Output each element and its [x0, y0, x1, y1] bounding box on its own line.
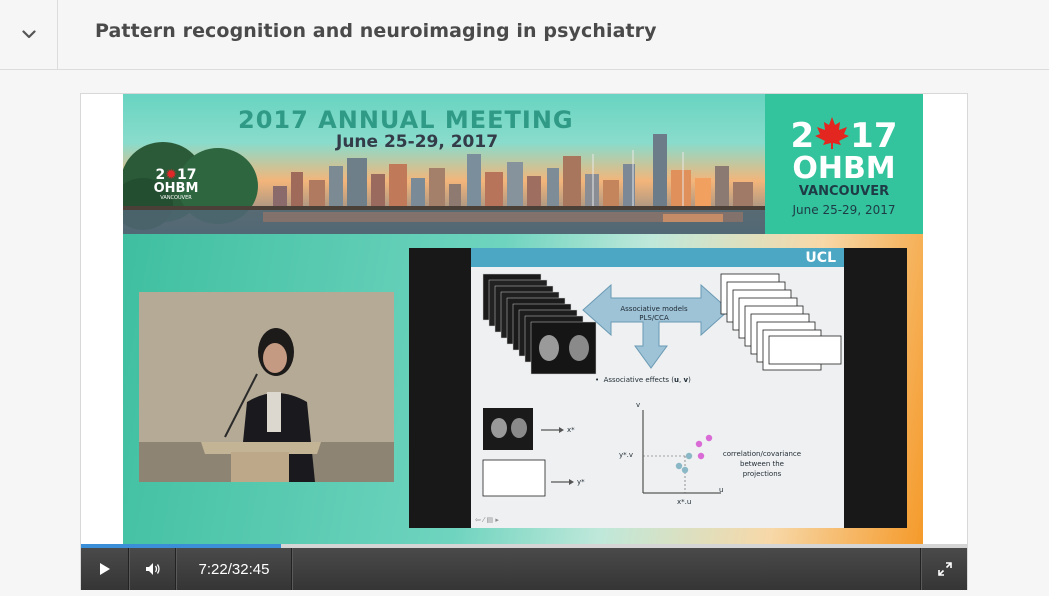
effects-u: u	[674, 376, 680, 384]
y-projection-label: y*	[577, 478, 585, 486]
corr-line3: projections	[742, 470, 782, 478]
meeting-dates: June 25-29, 2017	[336, 132, 499, 152]
small-logo-city: VANCOUVER	[160, 195, 192, 201]
y-axis-tick: y*.v	[619, 451, 634, 459]
ohbm-logo	[765, 116, 923, 218]
arrow-label-line2: PLS/CCA	[639, 314, 669, 322]
effects-v: v	[683, 376, 689, 384]
meeting-title: 2017 ANNUAL MEETING	[238, 106, 574, 134]
effects-text: Associative effects (	[603, 376, 675, 384]
logo-city: VANCOUVER	[798, 184, 890, 199]
effects-close: )	[688, 376, 691, 384]
logo-dates: June 25-29, 2017	[792, 203, 896, 217]
ohbm-logo-panel	[765, 94, 923, 234]
small-logo-org: OHBM	[153, 181, 199, 196]
page-header	[0, 0, 1049, 70]
presentation-slide-frame	[409, 248, 907, 528]
speaker-video	[139, 292, 394, 482]
logo-org: OHBM	[792, 151, 896, 186]
volume-icon	[145, 562, 161, 576]
play-button[interactable]	[81, 548, 129, 590]
maple-leaf-icon: ✹	[165, 167, 177, 183]
fullscreen-icon	[938, 562, 952, 576]
conference-banner	[123, 94, 923, 234]
small-logo-year-end: 17	[177, 167, 197, 183]
play-icon	[99, 562, 111, 576]
associative-models-label	[609, 305, 699, 323]
time-separator: /	[227, 560, 232, 578]
fullscreen-button[interactable]	[921, 548, 967, 590]
effects-bullet: •	[595, 376, 600, 384]
ucl-logo: UCL	[805, 250, 836, 266]
slide-nav-controls[interactable]: ⇦ ⁄ ▤ ▸	[475, 516, 499, 524]
effects-sep: ,	[679, 376, 684, 384]
duration: 32:45	[231, 560, 270, 578]
current-time: 7:22	[198, 560, 228, 578]
corr-line1: correlation/covariance	[722, 450, 802, 458]
logo-year-start: 2	[790, 116, 815, 156]
small-logo-year-start: 2	[155, 167, 166, 183]
correlation-label	[717, 449, 807, 479]
city-skyline	[123, 94, 765, 234]
controls-spacer	[292, 548, 921, 590]
collapse-button[interactable]	[0, 0, 58, 69]
corr-line2: between the	[740, 460, 784, 468]
speaker-illustration	[139, 292, 394, 482]
player-controls	[81, 548, 967, 590]
video-player	[80, 93, 968, 590]
x-projection-label: x*	[567, 426, 575, 434]
ohbm-small-logo	[145, 168, 207, 202]
questionnaire-stack	[721, 274, 841, 370]
x-axis-tick: x*.u	[677, 498, 692, 506]
arrow-label-line1: Associative models	[620, 305, 688, 313]
video-frame[interactable]	[123, 94, 923, 544]
axis-u-label: u	[719, 486, 724, 494]
presentation-slide	[471, 248, 844, 528]
page-title: Pattern recognition and neuroimaging in psychiatry	[95, 20, 657, 42]
axis-v-label: v	[636, 401, 641, 409]
logo-year-end: 17	[850, 116, 898, 156]
volume-button[interactable]	[129, 548, 176, 590]
time-display	[176, 548, 292, 590]
chevron-down-icon	[22, 30, 36, 39]
brain-scan-stack	[483, 274, 596, 374]
slide-diagram	[471, 248, 844, 528]
associative-effects	[595, 376, 691, 384]
maple-leaf-icon	[814, 116, 850, 150]
